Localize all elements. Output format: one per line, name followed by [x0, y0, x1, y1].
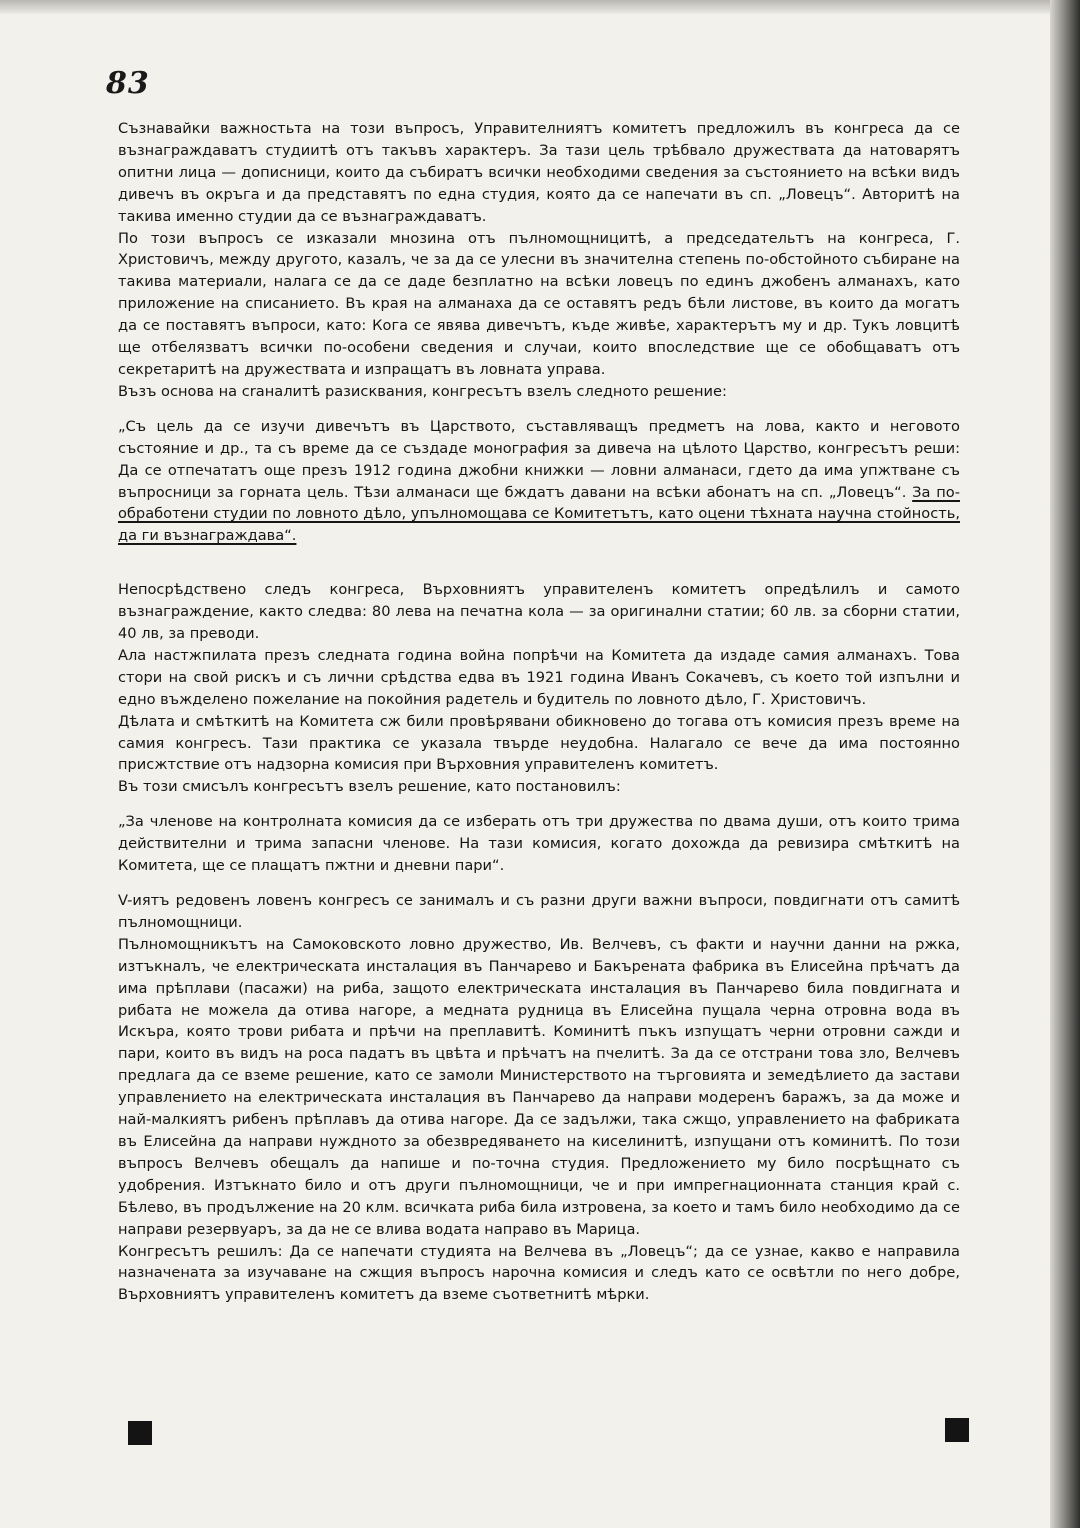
paragraph-8: V-иятъ редовенъ ловенъ конгресъ се занималъ и съ разни други важни въпроси, повдигнати отъ самитѣ пълномощници. — [118, 892, 960, 931]
paragraph-1: Съзнавайки важностьта на този въпросъ, Управителниятъ комитетъ предложилъ въ конгреса да се възнаграждаватъ студиитѣ отъ такъвъ характеръ. За тази цель трѣбвало дружествата да натоварятъ опитни лица — дописници, които да събиратъ всички необходими сведения за състоянието на всѣки видъ дивечъ въ окръга и да представятъ по една студия, която да се напечати въ сп. „Ловецъ“. Авторитѣ на такива именно студии да се възнаграждаватъ. — [118, 120, 960, 225]
quoted-resolution-2: „За членове на контролната комисия да се изберать отъ три дружества по двама души, отъ които трима действителни и трима запасни членове. На тази комисия, когато дохожда да ревизира смѣткитѣ на Комитета, ще се плащатъ пжтни и дневни пари“. — [118, 813, 960, 875]
paragraph-6: Дѣлата и смѣткитѣ на Комитета сж били провѣрявани обикновено до тогава отъ комисия презъ време на самия конгресъ. Тази практика се указала твърде неудобна. Налагало се вече да има постоянно присжтствие отъ надзорна комисия при Върховния управителенъ комитетъ. — [118, 712, 960, 774]
paragraph-2: По този въпросъ се изказали мнозина отъ пълномощницитѣ, а председательтъ на конгреса, Г. Христовичъ, между другото, казалъ, че за да се улесни въ значителна степень по-обстойното събиране на такива материали, налага се да се даде безплатно на всѣки ловецъ по единъ джобенъ алманахъ, като приложение на списанието. Въ края на алманаха да се оставятъ редъ бѣли листове, въ които да могатъ да се поставятъ въпроси, като: Кога се явява дивечътъ, къде живѣе, характерътъ му и др. Тукъ ловцитѣ ще отбелязватъ всички по-особени сведения и случаи, които впоследствие ще се обобщаватъ отъ секретаритѣ на дружествата и изпращатъ въ ловната управа. — [118, 229, 960, 378]
registration-mark-left — [128, 1421, 152, 1445]
paragraph-5: Ала настжпилата презъ следната година война попрѣчи на Комитета да издаде самия алманахъ. Това стори на свой рискъ и съ лични срѣдства едва въ 1921 година Иванъ Сокачевъ, съ което той изпълни и едно въжделено пожелание на покойния радетель и будитель по ловното дѣло, Г. Христовичъ. — [118, 646, 960, 708]
paragraph-7: Въ този смисълъ конгресътъ взелъ решение, като постановилъ: — [118, 778, 621, 796]
registration-mark-right — [945, 1418, 969, 1442]
paragraph-3: Възъ основа на craналитѣ разисквания, конгресътъ взелъ следното решение: — [118, 382, 727, 400]
section-spacer — [118, 547, 960, 579]
book-binding-edge — [1050, 0, 1080, 1528]
section-spacer — [118, 877, 960, 890]
quoted-resolution-1-main: „Съ цель да се изучи дивечътъ въ Царството, съставляващъ предметъ на лова, както и неговото състояние и др., та съ време да се създаде монография за дивеча на цѣлото Царство, конгресътъ реши: Да се отпечататъ още презъ 1912 година джобни книжки — ловни алманаси, гдето да има упжтване съ въпросници за горната цель. Тѣзи алманаси ще бждатъ давани на всѣки абонатъ на сп. „Ловецъ“. — [118, 417, 960, 501]
quoted-resolution-1-underlined: За по-обработени студии по ловното дѣло, упълномощава се Комитетътъ, като оцени тѣхната научна стойность, да ги възнаграждава“. — [118, 483, 960, 545]
quoted-resolution-1 — [118, 416, 960, 547]
paragraph-4: Непосрѣдствено следъ конгреса, Върховниятъ управителенъ комитетъ опредѣлилъ и самото възнаграждение, както следва: 80 лева на печатна кола — за оригинални статии; 60 лв. за сборни статии, 40 лв, за преводи. — [118, 581, 960, 643]
page-top-edge — [0, 0, 1080, 14]
page-number: 83 — [106, 66, 150, 101]
body-text — [118, 118, 960, 1306]
paragraph-10: Конгресътъ решилъ: Да се напечати студията на Велчева въ „Ловецъ“; да се узнае, какво е направила назначената за изучаване на сжщия въпросъ нарочна комисия и следъ като се освѣтли по него добре, Върховниятъ управителенъ комитетъ да вземе съответнитѣ мѣрки. — [118, 1242, 960, 1304]
paragraph-9: Пълномощникътъ на Самоковското ловно дружество, Ив. Велчевъ, съ факти и научни данни на ржка, изтъкналъ, че електрическата инсталация въ Панчарево и Бакърената фабрика въ Елисейна прѣчатъ да има прѣплави (пасажи) на риба, защото електрическата инсталация въ Панчарево била повдигната и рибата не можела да отива нагоре, а медната рудница въ Елисейна пущала черна отровна вода въ Искъра, която трови рибата и прѣчи на преплавитѣ. Коминитѣ пъкъ изпущатъ черни отровни сажди и пари, които въ видъ на роса падатъ въ цвѣта и прѣчатъ на пчелитѣ. За да се отстрани това зло, Велчевъ предлага да се вземе решение, като се замоли Министерството на търговията и земедѣлието да застави управлението на електрическата инсталация въ Панчарево да направи модеренъ баражъ, за да може и най-малкиятъ рибенъ прѣплавъ да отива нагоре. Да се задължи, така сжщо, управлението на фабриката въ Елисейна да направи нуждното за обезвредяването на киселинитѣ, изпущани отъ коминитѣ. По този въпросъ Велчевъ обещалъ да напише и по-точна студия. Предложението му било посрѣщнато съ удобрения. Изтъкнато било и отъ други пълномощници, че и при импрегнационната станция край с. Бѣлево, въ продължение на 20 клм. всичката риба била изтровена, за което и тамъ било необходимо да се направи резервуаръ, за да не се влива водата направо въ Марица. — [118, 935, 960, 1238]
